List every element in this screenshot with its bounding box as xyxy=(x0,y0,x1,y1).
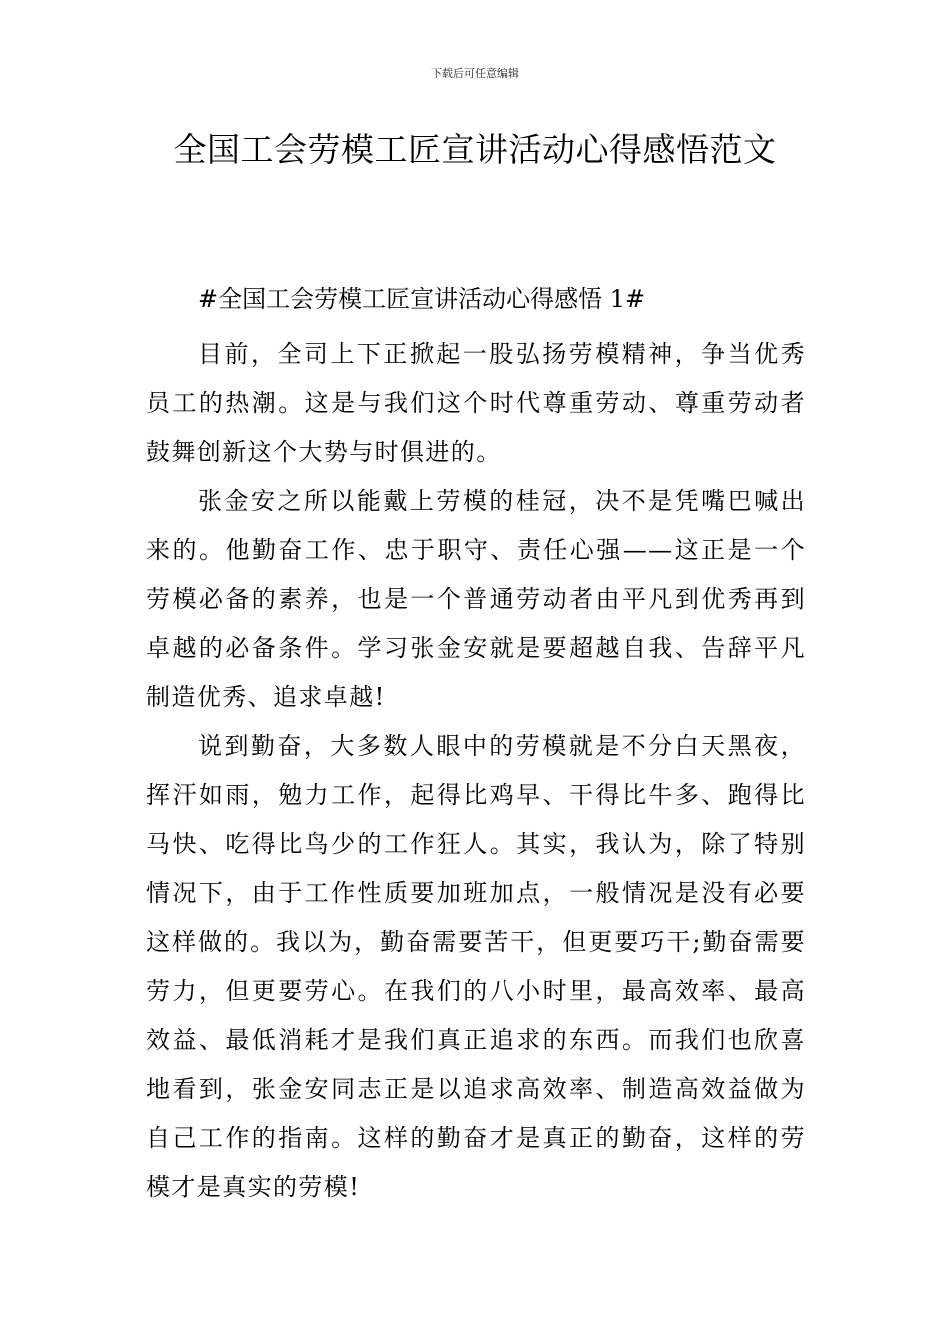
document-body xyxy=(146,281,806,1212)
paragraph-1: 目前，全司上下正掀起一股弘扬劳模精神，争当优秀员工的热潮。这是与我们这个时代尊重劳动、尊重劳动者鼓舞创新这个大势与时俱进的。 xyxy=(146,340,806,466)
header-note: 下载后可任意编辑 xyxy=(431,67,519,80)
section-heading: #全国工会劳模工匠宣讲活动心得感悟 1# xyxy=(198,285,646,313)
paragraph-2: 张金安之所以能戴上劳模的桂冠，决不是凭嘴巴喊出来的。他勤奋工作、忠于职守、责任心强——这正是一个劳模必备的素养，也是一个普通劳动者由平凡到优秀再到卓越的必备条件。学习张金安就是要超越自我、告辞平凡制造优秀、追求卓越! xyxy=(146,487,806,711)
paragraph-3: 说到勤奋，大多数人眼中的劳模就是不分白天黑夜，挥汗如雨，勉力工作，起得比鸡早、干得比牛多、跑得比马快、吃得比鸟少的工作狂人。其实，我认为，除了特别情况下，由于工作性质要加班加点，一般情况是没有必要这样做的。我以为，勤奋需要苦干，但更要巧干;勤奋需要劳力，但更要劳心。在我们的八小时里，最高效率、最高效益、最低消耗才是我们真正追求的东西。而我们也欣喜地看到，张金安同志正是以追求高效率、制造高效益做为自己工作的指南。这样的勤奋才是真正的勤奋，这样的劳模才是真实的劳模! xyxy=(146,732,806,1201)
document-title: 全国工会劳模工匠宣讲活动心得感悟范文 xyxy=(173,130,777,169)
